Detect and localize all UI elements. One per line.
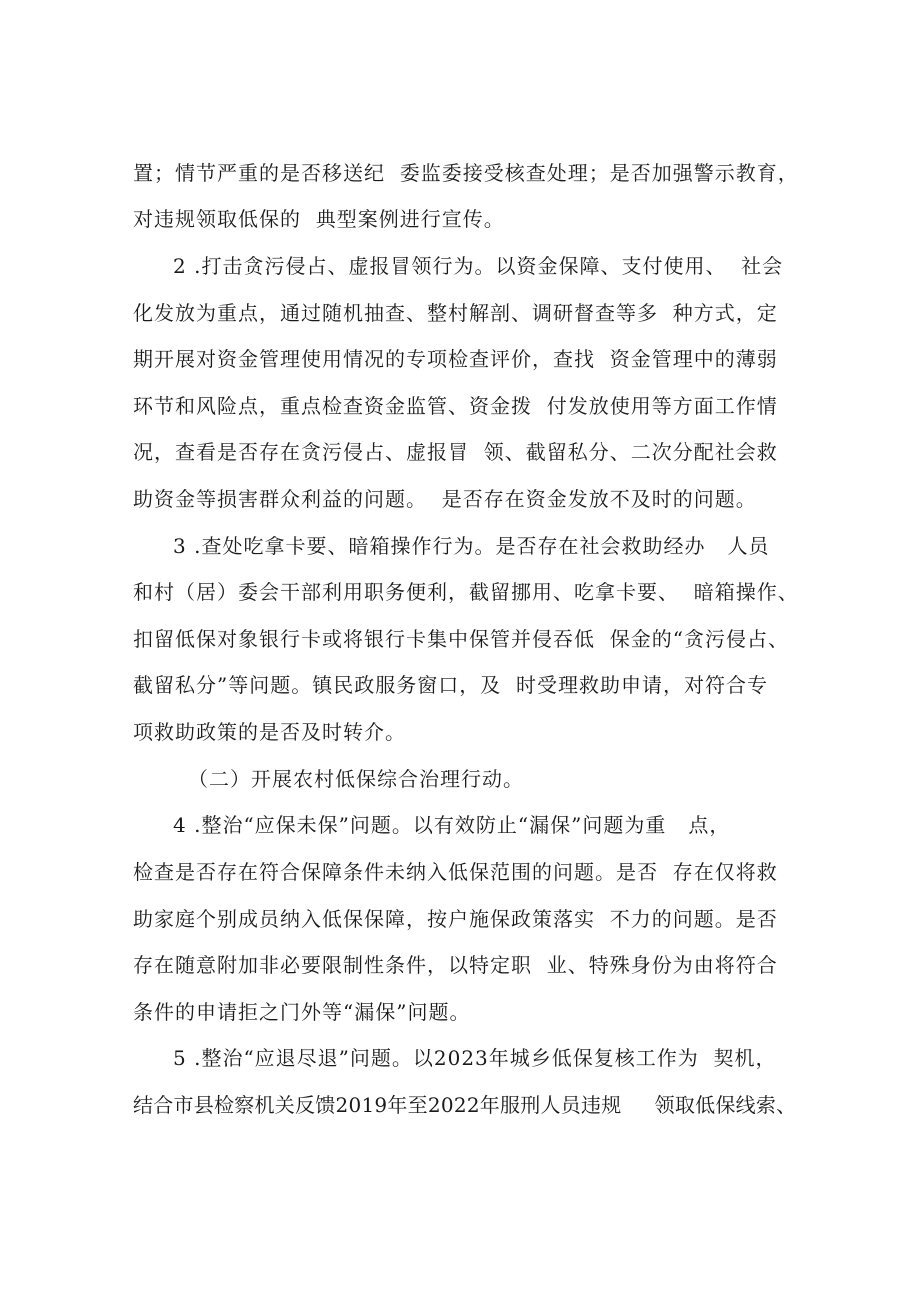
text-line: 条件的申请拒之门外等“漏保”问题。: [133, 1000, 471, 1024]
text-line: 和村（居）委会干部利用职务便利，截留挪用、吃拿卡要、 暗箱操作、: [133, 580, 799, 604]
text-line: 期开展对资金管理使用情况的专项检查评价，查找 资金管理中的薄弱: [133, 347, 778, 371]
text-line: 况，查看是否存在贪污侵占、虚报冒 领、截留私分、二次分配社会救: [133, 440, 778, 464]
section-heading: （二）开展农村低保综合治理行动。: [188, 767, 524, 791]
text-line: 对违规领取低保的 典型案例进行宣传。: [133, 207, 505, 231]
text-line: 结合市县检察机关反馈2019年至2022年服刑人员违规 领取低保线索、: [133, 1093, 797, 1117]
text-line: 截留私分”等问题。镇民政服务窗口，及 时受理救助申请，对符合专: [133, 673, 768, 697]
text-line: 置；情节严重的是否移送纪 委监委接受核查处理；是否加强警示教育，: [133, 161, 799, 185]
text-line: 检查是否存在符合保障条件未纳入低保范围的问题。是否 存在仅将救: [133, 860, 778, 884]
text-line: 助家庭个别成员纳入低保保障，按户施保政策落实 不力的问题。是否: [133, 907, 778, 931]
text-line: 2 .打击贪污侵占、虚报冒领行为。以资金保障、支付使用、 社会: [173, 254, 784, 278]
text-line: 存在随意附加非必要限制性条件，以特定职 业、特殊身份为由将符合: [133, 953, 778, 977]
text-line: 3 .查处吃拿卡要、暗箱操作行为。是否存在社会救助经办 人员: [173, 534, 770, 558]
text-line: 项救助政策的是否及时转介。: [133, 720, 406, 744]
text-line: 4 .整治“应保未保”问题。以有效防止“漏保”问题为重 点，: [173, 813, 731, 837]
text-line: 5 .整治“应退尽退”问题。以2023年城乡低保复核工作为 契机，: [173, 1046, 777, 1070]
text-line: 化发放为重点，通过随机抽查、整村解剖、调研督查等多 种方式，定: [133, 301, 778, 325]
text-line: 扣留低保对象银行卡或将银行卡集中保管并侵吞低 保金的“贪污侵占、: [133, 627, 789, 651]
text-line: 助资金等损害群众利益的问题。 是否存在资金发放不及时的问题。: [133, 487, 757, 511]
text-line: 环节和风险点，重点检查资金监管、资金拨 付发放使用等方面工作情: [133, 394, 778, 418]
